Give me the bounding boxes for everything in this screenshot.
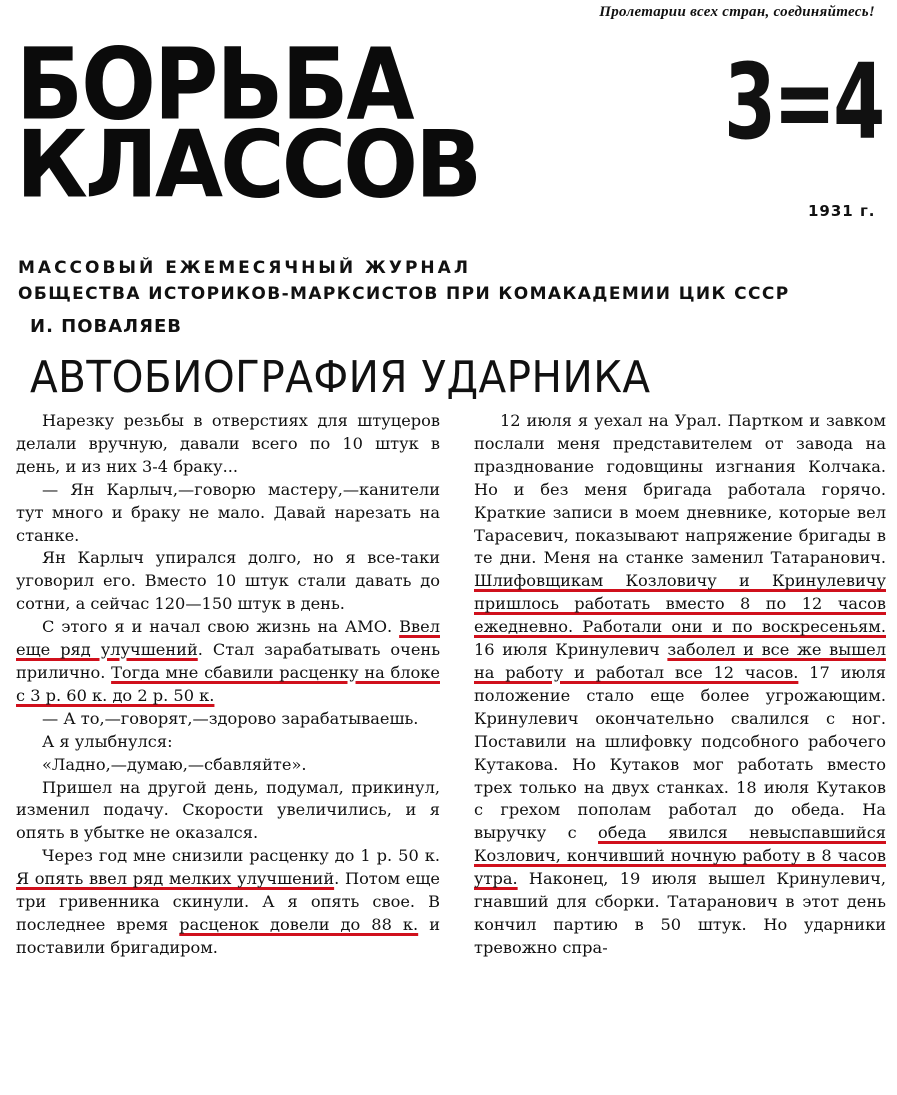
underlined-passage: Тогда мне сбавили расценку на блоке с 3 р. 60 к. до 2 р. 50 к. [16, 662, 440, 705]
text-run: Через год мне снизили расценку до 1 р. 50 к. [42, 846, 440, 866]
text-run: 12 июля я уехал на Урал. Партком и завком послали меня представителем от завода на празднование годовщины изгнания Колчака. Но и без меня бригада работала горячо. Краткие записи в моем дневнике, которые вел Тарасевич, показывают напряжение бригады в те дни. Меня на станке заменил Татаранович. [474, 411, 886, 568]
masthead-title [16, 26, 480, 219]
underlined-passage: заболел и все же вышел на работу и работал все 12 часов. [474, 640, 886, 682]
issue-year: 1931 г. [808, 202, 876, 220]
paragraph [16, 616, 440, 708]
text-run: 17 июля положение стало еще более угрожающим. Кринулевич окончательно свалился с ног. Поставили на шлифовку подсобного рабочего Кутакова. Но Кутаков мог работать вместо трех только на двух станках. 18 июля Кутаков с грехом пополам работал до обеда. На выручку с [474, 662, 886, 843]
article-column-left [16, 410, 440, 960]
underlined-passage: Шлифовщикам Козловичу и Кринулевичу пришлось работать вместо 8 по 12 часов ежедневно. Работали они и по воскресеньям. [474, 571, 886, 637]
underlined-passage: расценок довели до 88 к. [179, 914, 419, 934]
text-run: . Потом еще три гривенника скинули. А я опять свое. В последнее время [16, 869, 440, 934]
masthead-line-2: КЛАССОВ [16, 110, 480, 219]
paragraph: «Ладно,—думаю,—сбавляйте». [42, 754, 307, 774]
paragraph: — Ян Карлыч,—говорю мастеру,—канители тут много и браку не мало. Давай нарезать на станке. [16, 479, 440, 545]
paragraph: — А то,—говорят,—здорово зарабатываешь. [42, 708, 419, 728]
paragraph: Нарезку резьбы в отверстиях для штуцеров делали вручную, давали всего по 10 штук в день, и из них 3-4 браку... [16, 411, 440, 476]
underlined-passage: Ввел еще ряд улучшений [16, 617, 440, 660]
text-run: С этого я и начал свою жизнь на АМО. [42, 617, 400, 637]
article-title: АВТОБИОГРАФИЯ УДАРНИКА [30, 352, 651, 403]
paragraph: Пришел на другой день, подумал, прикинул, изменил подачу. Скорости увеличились, и я опять в убытке не оказался. [16, 777, 440, 843]
masthead-line-1: БОРЬБА [16, 26, 413, 142]
paragraph [16, 845, 440, 960]
text-run: Наконец, 19 июля вышел Кринулевич, гнавший для сборки. Татаранович в этот день кончил партию в 50 штук. Но ударники тревожно спра- [474, 869, 886, 957]
text-run: . Стал зарабатывать очень прилично. [16, 640, 441, 682]
party-slogan: Пролетарии всех стран, соединяйтесь! [599, 4, 875, 20]
paragraph: А я улыбнулся: [42, 731, 173, 751]
article-author: И. ПОВАЛЯЕВ [30, 316, 183, 337]
text-run: и поставили бригадиром. [16, 914, 441, 957]
underlined-passage: обеда явился невыспавшийся Козлович, кончивший ночную работу в 8 часов утра. [474, 823, 886, 889]
journal-subtitle-line-1: МАССОВЫЙ ЕЖЕМЕСЯЧНЫЙ ЖУРНАЛ [18, 258, 471, 278]
issue-number: 3=4 [724, 41, 883, 163]
article-column-right [474, 410, 886, 960]
paragraph [474, 410, 886, 960]
underlined-passage: Я опять ввел ряд мелких улучшений [16, 869, 335, 889]
text-run: 16 июля Кринулевич [474, 640, 668, 660]
journal-subtitle-line-2: ОБЩЕСТВА ИСТОРИКОВ-МАРКСИСТОВ ПРИ КОМАКАДЕМИИ ЦИК СССР [18, 284, 790, 304]
paragraph: Ян Карлыч упирался долго, но я все-таки уговорил его. Вместо 10 штук стали давать до сотни, а сейчас 120—150 штук в день. [16, 548, 440, 614]
